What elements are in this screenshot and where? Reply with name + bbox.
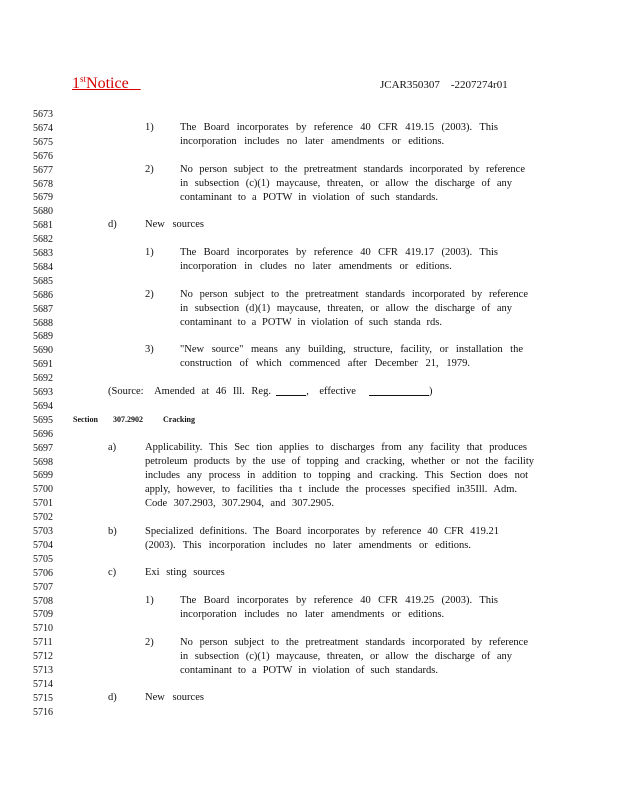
body-line: contaminant to a POTW in violation of such standa rds. [180,317,442,328]
line-number: 5675 [33,136,53,148]
list-marker: 1) [145,247,154,258]
body-line: incorporation includes no later amendments or editions. [180,136,445,147]
register-blank [276,385,306,396]
line-number: 5682 [33,234,53,246]
line-number: 5713 [33,665,53,676]
body-line: includes any process in addition to topping and cracking. This Section does not [145,470,528,481]
body-line: contaminant to a POTW in violation of such standards. [180,192,438,203]
line-number: 5689 [33,331,53,343]
line-number: 5701 [33,498,53,510]
line-number: 5687 [33,303,53,315]
line-number: 5710 [33,623,53,635]
line-number: 5715 [33,692,53,704]
list-marker: 2) [145,164,154,175]
notice-label [72,74,141,93]
body-line: contaminant to a POTW in violation of such standards. [180,665,438,676]
body-line: "New source" means any building, structure, facility, or installation the [180,344,523,355]
line-number: 5673 [33,109,53,120]
line-number: 5683 [33,248,53,259]
section-label: Section [73,415,98,424]
section-title: Cracking [163,415,195,424]
body-line: No person subject to the pretreatment standards incorporated by reference [180,289,528,300]
line-number: 5712 [33,651,53,663]
body-line: apply, however, to facilities tha t include the processes specified in35Ill. Adm. [145,484,517,495]
line-number: 5693 [33,387,53,398]
body-line: (2003). This incorporation includes no later amendments or editions. [145,540,471,551]
notice-number: 1 [72,75,80,92]
subheading: Exi sting sources [145,567,225,578]
line-number: 5678 [33,178,53,190]
effective-text: effective [319,386,356,397]
line-number: 5708 [33,595,53,607]
list-marker: 2) [145,289,154,300]
body-line: Specialized definitions. The Board incorporates by reference 40 CFR 419.21 [145,526,499,537]
line-number: 5690 [33,345,53,357]
body-line: The Board incorporates by reference 40 CFR 419.17 (2003). This [180,247,498,258]
source-close: ) [429,386,433,397]
line-number: 5714 [33,678,53,690]
line-number: 5709 [33,609,53,621]
line-number: 5695 [33,414,53,426]
body-line: The Board incorporates by reference 40 CFR 419.15 (2003). This [180,122,498,133]
line-number: 5705 [33,553,53,565]
list-marker: d) [108,219,117,230]
body-line: incorporation in cludes no later amendments or editions. [180,261,452,272]
source-note: (Source: Amended at 46 Ill. Reg. , effective ) [108,386,433,397]
body-line: The Board incorporates by reference 40 CFR 419.25 (2003). This [180,595,498,606]
line-number: 5694 [33,400,53,412]
line-number: 5680 [33,206,53,218]
line-number: 5706 [33,567,53,579]
amended-text: Amended at 46 Ill. Reg. [154,386,271,397]
list-marker: d) [108,692,117,703]
document-id: JCAR350307 -2207274r01 [380,79,508,91]
list-marker: 3) [145,344,154,355]
section-number: 307.2902 [113,415,143,424]
body-line: No person subject to the pretreatment standards incorporated by reference [180,164,525,175]
list-marker: 1) [145,122,154,133]
line-number: 5685 [33,275,53,287]
body-line: petroleum products by the use of topping and cracking, whether or not the facility [145,456,534,467]
body-line: Code 307.2903, 307.2904, and 307.2905. [145,498,334,509]
subheading: New sources [145,219,204,230]
line-number: 5676 [33,150,53,162]
list-marker: c) [108,567,117,578]
line-number: 5697 [33,442,53,454]
list-marker: 1) [145,595,154,606]
line-number: 5696 [33,428,53,440]
subheading: New sources [145,692,204,703]
line-number: 5692 [33,373,53,385]
line-number: 5684 [33,261,53,273]
line-number: 5686 [33,289,53,301]
line-number: 5716 [33,706,53,718]
body-line: construction of which commenced after December 21, 1979. [180,358,470,369]
body-line: in subsection (d)(1) maycause, threaten, or allow the discharge of any [180,303,512,314]
line-number: 5707 [33,581,53,593]
body-line: in subsection (c)(1) maycause, threaten, or allow the discharge of any [180,178,512,189]
notice-word: Notice [86,75,129,92]
line-number: 5702 [33,512,53,524]
source-label: (Source: [108,386,144,397]
effective-date-blank [369,385,429,396]
notice-superscript: st [80,74,87,84]
line-number: 5677 [33,164,53,176]
line-number: 5691 [33,359,53,371]
body-line: incorporation includes no later amendments or editions. [180,609,445,620]
line-number: 5711 [33,637,53,649]
line-number: 5700 [33,484,53,496]
list-marker: b) [108,526,117,537]
line-number: 5699 [33,470,53,482]
line-number: 5679 [33,192,53,204]
body-line: No person subject to the pretreatment standards incorporated by reference [180,637,528,648]
body-line: in subsection (c)(1) maycause, threaten, or allow the discharge of any [180,651,512,662]
body-line: Applicability. This Sec tion applies to discharges from any facility that produces [145,442,527,453]
line-number: 5703 [33,526,53,537]
list-marker: 2) [145,637,154,648]
list-marker: a) [108,442,117,453]
line-number: 5688 [33,317,53,329]
line-number: 5674 [33,122,53,134]
line-number: 5704 [33,539,53,551]
line-number: 5681 [33,220,53,232]
line-number: 5698 [33,456,53,468]
